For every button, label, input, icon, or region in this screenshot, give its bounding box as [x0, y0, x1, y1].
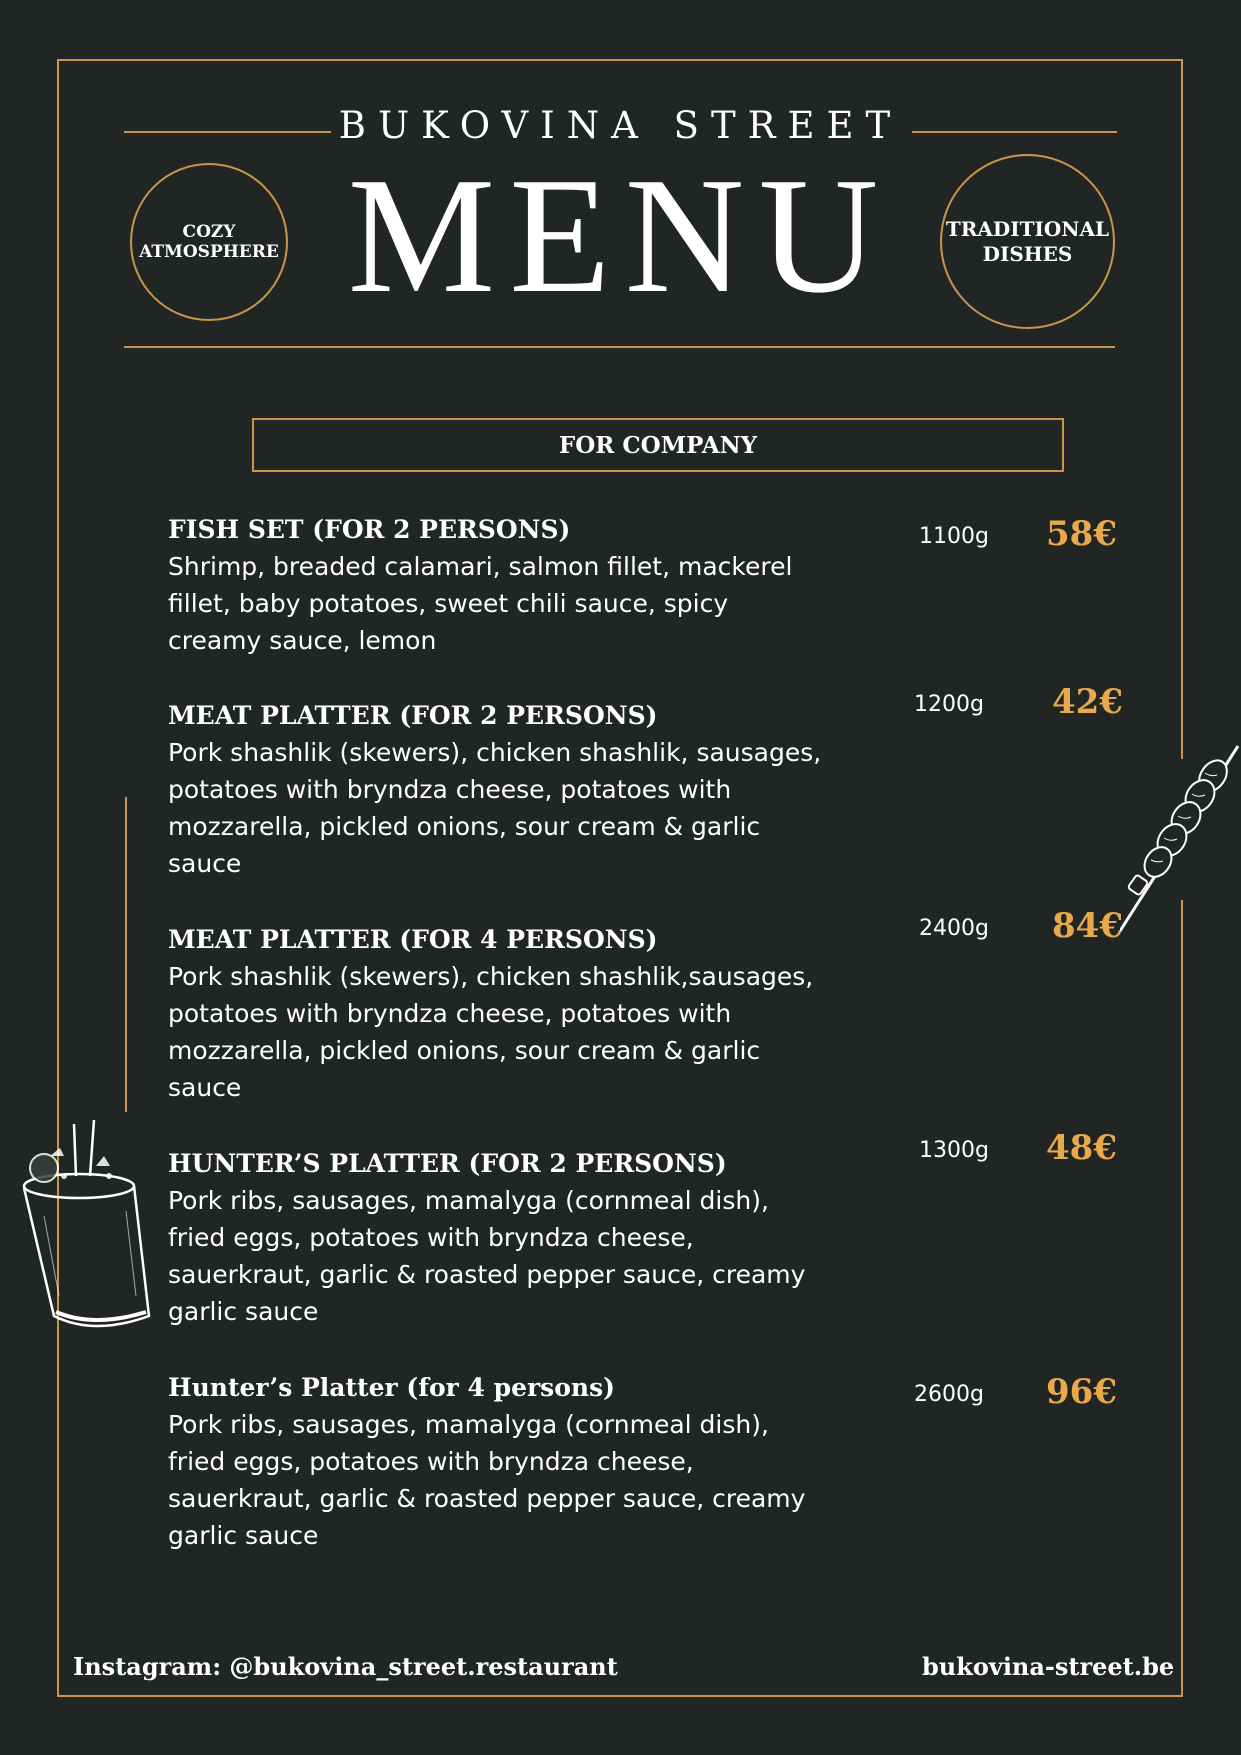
section-title: FOR COMPANY: [558, 431, 758, 459]
item-weight: 2400g: [919, 916, 989, 941]
badge-left-label: COZY ATMOSPHERE: [139, 222, 279, 262]
inner-left-accent-line: [125, 797, 127, 1112]
badge-traditional-dishes: [940, 154, 1115, 329]
menu-item: [168, 698, 868, 882]
item-description: Pork ribs, sausages, mamalyga (cornmeal dish), fried eggs, potatoes with bryndza cheese, sauerkraut, garlic & roasted pepper sauce, creamy garlic sauce: [168, 1186, 806, 1326]
item-description: Pork shashlik (skewers), chicken shashlik, sausages, potatoes with bryndza cheese, potatoes with mozzarella, pickled onions, sour cream & garlic sauce: [168, 738, 822, 878]
item-description: Shrimp, breaded calamari, salmon fillet, mackerel fillet, baby potatoes, sweet chili sauce, spicy creamy sauce, lemon: [168, 552, 793, 655]
item-name: MEAT PLATTER (FOR 2 PERSONS): [168, 701, 658, 730]
drink-glass-illustration-icon: [14, 1116, 164, 1338]
item-weight: 1100g: [919, 524, 989, 549]
item-weight: 2600g: [914, 1382, 984, 1407]
frame-bottom-line: [57, 1695, 1183, 1697]
badge-right-label: TRADITIONAL DISHES: [945, 216, 1110, 266]
website-link[interactable]: bukovina-street.be: [922, 1652, 1175, 1681]
item-name: MEAT PLATTER (FOR 4 PERSONS): [168, 925, 658, 954]
menu-item: [168, 512, 868, 659]
item-description: Pork ribs, sausages, mamalyga (cornmeal dish), fried eggs, potatoes with bryndza cheese, sauerkraut, garlic & roasted pepper sauce, creamy garlic sauce: [168, 1410, 806, 1550]
menu-title: MENU: [347, 143, 893, 327]
frame-top-line: [57, 59, 1183, 61]
item-price: 58€: [1046, 514, 1117, 554]
instagram-handle: Instagram: @bukovina_street.restaurant: [73, 1652, 618, 1681]
item-name: Hunter’s Platter (for 4 persons): [168, 1373, 615, 1402]
frame-right-line-lower: [1181, 900, 1183, 1697]
menu-item: [168, 1146, 868, 1330]
item-weight: 1200g: [914, 692, 984, 717]
item-price: 96€: [1046, 1372, 1117, 1412]
header-divider: [124, 346, 1115, 348]
item-price: 48€: [1046, 1128, 1117, 1168]
item-name: HUNTER’S PLATTER (FOR 2 PERSONS): [168, 1149, 727, 1178]
frame-left-line: [57, 59, 59, 1697]
menu-item: [168, 1370, 868, 1554]
restaurant-name: BUKOVINA STREET: [338, 104, 903, 147]
item-price: 84€: [1052, 906, 1123, 946]
badge-cozy-atmosphere: [130, 163, 288, 321]
section-title-box: [252, 418, 1064, 472]
item-price: 42€: [1052, 682, 1123, 722]
menu-item: [168, 922, 868, 1106]
skewer-illustration-icon: [1120, 738, 1240, 938]
item-name: FISH SET (FOR 2 PERSONS): [168, 515, 571, 544]
frame-right-line-upper: [1181, 59, 1183, 759]
item-description: Pork shashlik (skewers), chicken shashlik,sausages, potatoes with bryndza cheese, potatoes with mozzarella, pickled onions, sour cream & garlic sauce: [168, 962, 814, 1102]
item-weight: 1300g: [919, 1138, 989, 1163]
